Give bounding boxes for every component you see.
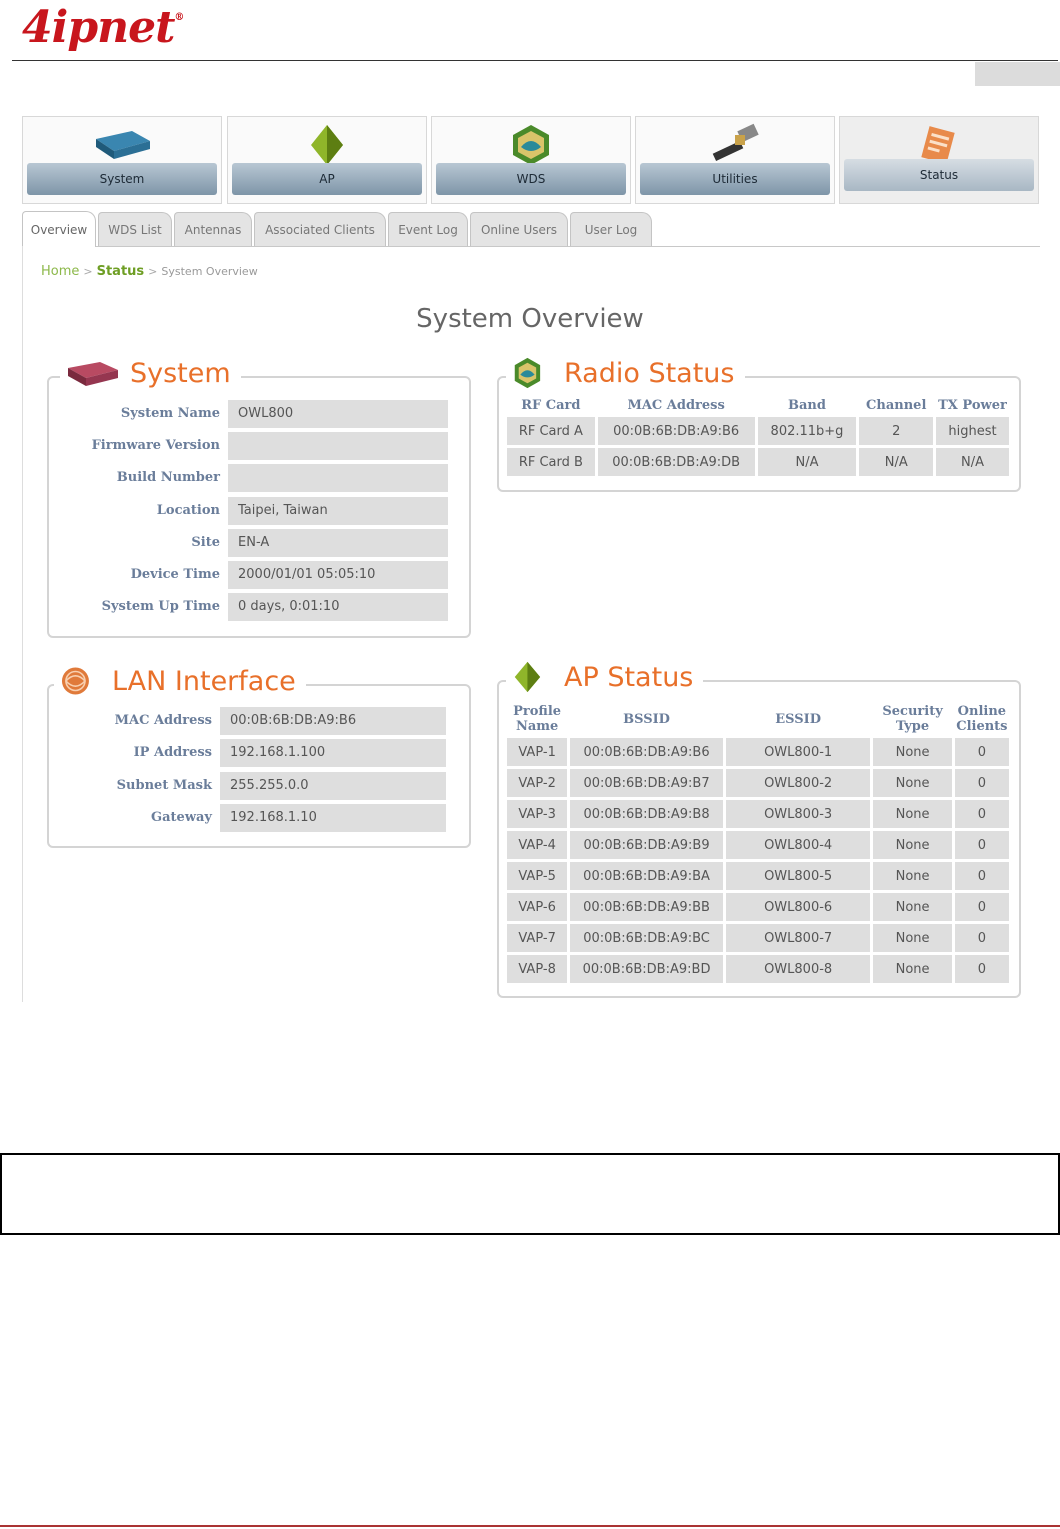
table-cell: OWL800-2 [726,769,871,797]
table-cell: 0 [955,769,1009,797]
breadcrumb-home[interactable]: Home [41,264,80,279]
firmware-version-value [228,432,448,460]
module-status[interactable] [839,116,1039,204]
table-cell: OWL800-5 [726,862,871,890]
brand-logo: 4ipnet® [22,2,184,53]
lan-title-text: LAN Interface [112,665,296,697]
table-header-row [507,703,1009,735]
col-channel: Channel [866,398,927,413]
col-bssid: BSSID [623,711,670,727]
table-cell: 0 [955,955,1009,983]
breadcrumb [41,264,258,279]
table-cell: VAP-6 [507,893,567,921]
radio-title-text: Radio Status [564,357,735,389]
lan-mac-label: MAC Address [114,713,212,728]
breadcrumb-separator: > [83,265,93,278]
tab-associated-clients[interactable]: Associated Clients [254,212,386,246]
breadcrumb-separator: > [148,265,158,278]
header-corner-block [975,62,1060,86]
table-cell: 00:0B:6B:DB:A9:BD [570,955,723,983]
lan-subnet-value: 255.255.0.0 [220,772,446,800]
radio-panel-title [506,352,745,394]
system-up-time-label: System Up Time [101,599,220,614]
router-icon [92,123,152,167]
table-cell: None [873,769,951,797]
module-utilities[interactable] [635,116,835,204]
module-wds[interactable] [431,116,631,204]
table-cell: 00:0B:6B:DB:A9:B6 [598,417,755,445]
table-cell: OWL800-6 [726,893,871,921]
table-cell: 00:0B:6B:DB:A9:B9 [570,831,723,859]
table-row [507,924,1009,952]
site-value: EN-A [228,529,448,557]
table-cell: 802.11b+g [758,417,857,445]
table-cell: 0 [955,862,1009,890]
table-cell: 0 [955,738,1009,766]
table-cell: N/A [758,448,857,476]
tab-online-users[interactable]: Online Users [470,212,568,246]
table-cell: 00:0B:6B:DB:A9:BC [570,924,723,952]
table-cell: 00:0B:6B:DB:A9:B6 [570,738,723,766]
table-cell: 0 [955,831,1009,859]
table-cell: None [873,800,951,828]
table-cell: None [873,924,951,952]
system-up-time-value: 0 days, 0:01:10 [228,593,448,621]
lan-gateway-value: 192.168.1.10 [220,804,446,832]
table-row [507,955,1009,983]
table-cell: VAP-8 [507,955,567,983]
radio-status-table [504,394,1012,479]
table-cell: 0 [955,924,1009,952]
ap-title-text: AP Status [564,661,694,693]
breadcrumb-current: System Overview [161,265,258,278]
col-essid: ESSID [775,711,822,727]
location-value: Taipei, Taiwan [228,497,448,525]
table-cell: 2 [859,417,933,445]
table-row [507,893,1009,921]
table-cell: 0 [955,893,1009,921]
build-number-value [228,464,448,492]
table-cell: RF Card A [507,417,595,445]
breadcrumb-status[interactable]: Status [96,264,145,279]
module-system[interactable] [22,116,222,204]
module-system-label: System [27,163,217,195]
table-cell: 00:0B:6B:DB:A9:B8 [570,800,723,828]
system-name-value: OWL800 [228,400,448,428]
table-cell: None [873,862,951,890]
note-box [0,1153,1060,1235]
table-cell: OWL800-3 [726,800,871,828]
table-cell: VAP-3 [507,800,567,828]
location-label: Location [156,503,220,518]
table-cell: None [873,955,951,983]
lan-panel-title [54,660,306,702]
device-time-label: Device Time [130,567,220,582]
col-security-type: Security Type [882,704,943,734]
table-header-row [507,397,1009,414]
table-cell: 00:0B:6B:DB:A9:BA [570,862,723,890]
table-row [507,831,1009,859]
module-nav [22,116,1040,204]
ap-icon [297,123,357,167]
lan-ip-label: IP Address [133,745,212,760]
table-cell: VAP-1 [507,738,567,766]
module-wds-label: WDS [436,163,626,195]
table-cell: VAP-5 [507,862,567,890]
col-tx-power: TX Power [938,398,1007,413]
hammer-icon [705,123,765,167]
tab-user-log[interactable]: User Log [570,212,652,246]
build-number-label: Build Number [116,470,220,485]
table-row [507,769,1009,797]
col-profile-name: Profile Name [513,704,562,734]
table-cell: None [873,738,951,766]
lan-gateway-label: Gateway [151,810,212,825]
wds-icon [501,123,561,167]
table-cell: N/A [936,448,1009,476]
tab-wds-list[interactable]: WDS List [98,212,172,246]
table-cell: VAP-7 [507,924,567,952]
tab-antennas[interactable]: Antennas [174,212,252,246]
ap-icon [510,656,556,698]
header-divider [12,60,1058,61]
device-time-value: 2000/01/01 05:05:10 [228,561,448,589]
module-ap[interactable] [227,116,427,204]
table-cell: RF Card B [507,448,595,476]
lan-mac-value: 00:0B:6B:DB:A9:B6 [220,707,446,735]
page-title: System Overview [416,304,644,334]
module-utilities-label: Utilities [640,163,830,195]
wds-icon [510,352,556,394]
lan-globe-icon [58,660,104,702]
col-band: Band [788,398,826,413]
table-cell: 00:0B:6B:DB:A9:B7 [570,769,723,797]
lan-ip-value: 192.168.1.100 [220,739,446,767]
ap-status-table [504,700,1012,986]
lan-subnet-label: Subnet Mask [116,778,212,793]
table-cell: N/A [859,448,933,476]
system-name-label: System Name [120,406,220,421]
table-cell: OWL800-1 [726,738,871,766]
col-rf-card: RF Card [521,398,581,413]
system-title-text: System [130,357,231,389]
table-row [507,417,1009,445]
col-online-clients: Online Clients [956,704,1008,734]
router-icon [64,352,122,394]
system-panel-title [60,352,241,394]
table-cell: OWL800-8 [726,955,871,983]
sub-tab-bar [22,210,1040,247]
table-cell: VAP-4 [507,831,567,859]
table-cell: 00:0B:6B:DB:A9:BB [570,893,723,921]
table-cell: 0 [955,800,1009,828]
module-status-label: Status [844,159,1034,191]
table-row [507,448,1009,476]
module-ap-label: AP [232,163,422,195]
table-row [507,862,1009,890]
table-cell: 00:0B:6B:DB:A9:DB [598,448,755,476]
table-row [507,800,1009,828]
table-row [507,738,1009,766]
table-cell: OWL800-4 [726,831,871,859]
table-cell: highest [936,417,1009,445]
table-cell: OWL800-7 [726,924,871,952]
table-cell: VAP-2 [507,769,567,797]
site-label: Site [191,535,220,550]
firmware-version-label: Firmware Version [91,438,220,453]
tab-overview[interactable]: Overview [22,211,96,247]
table-cell: None [873,893,951,921]
table-cell: None [873,831,951,859]
ap-panel-title [506,656,703,698]
tab-event-log[interactable]: Event Log [388,212,468,246]
footer-divider [0,1525,1060,1527]
col-mac-address: MAC Address [627,398,725,413]
